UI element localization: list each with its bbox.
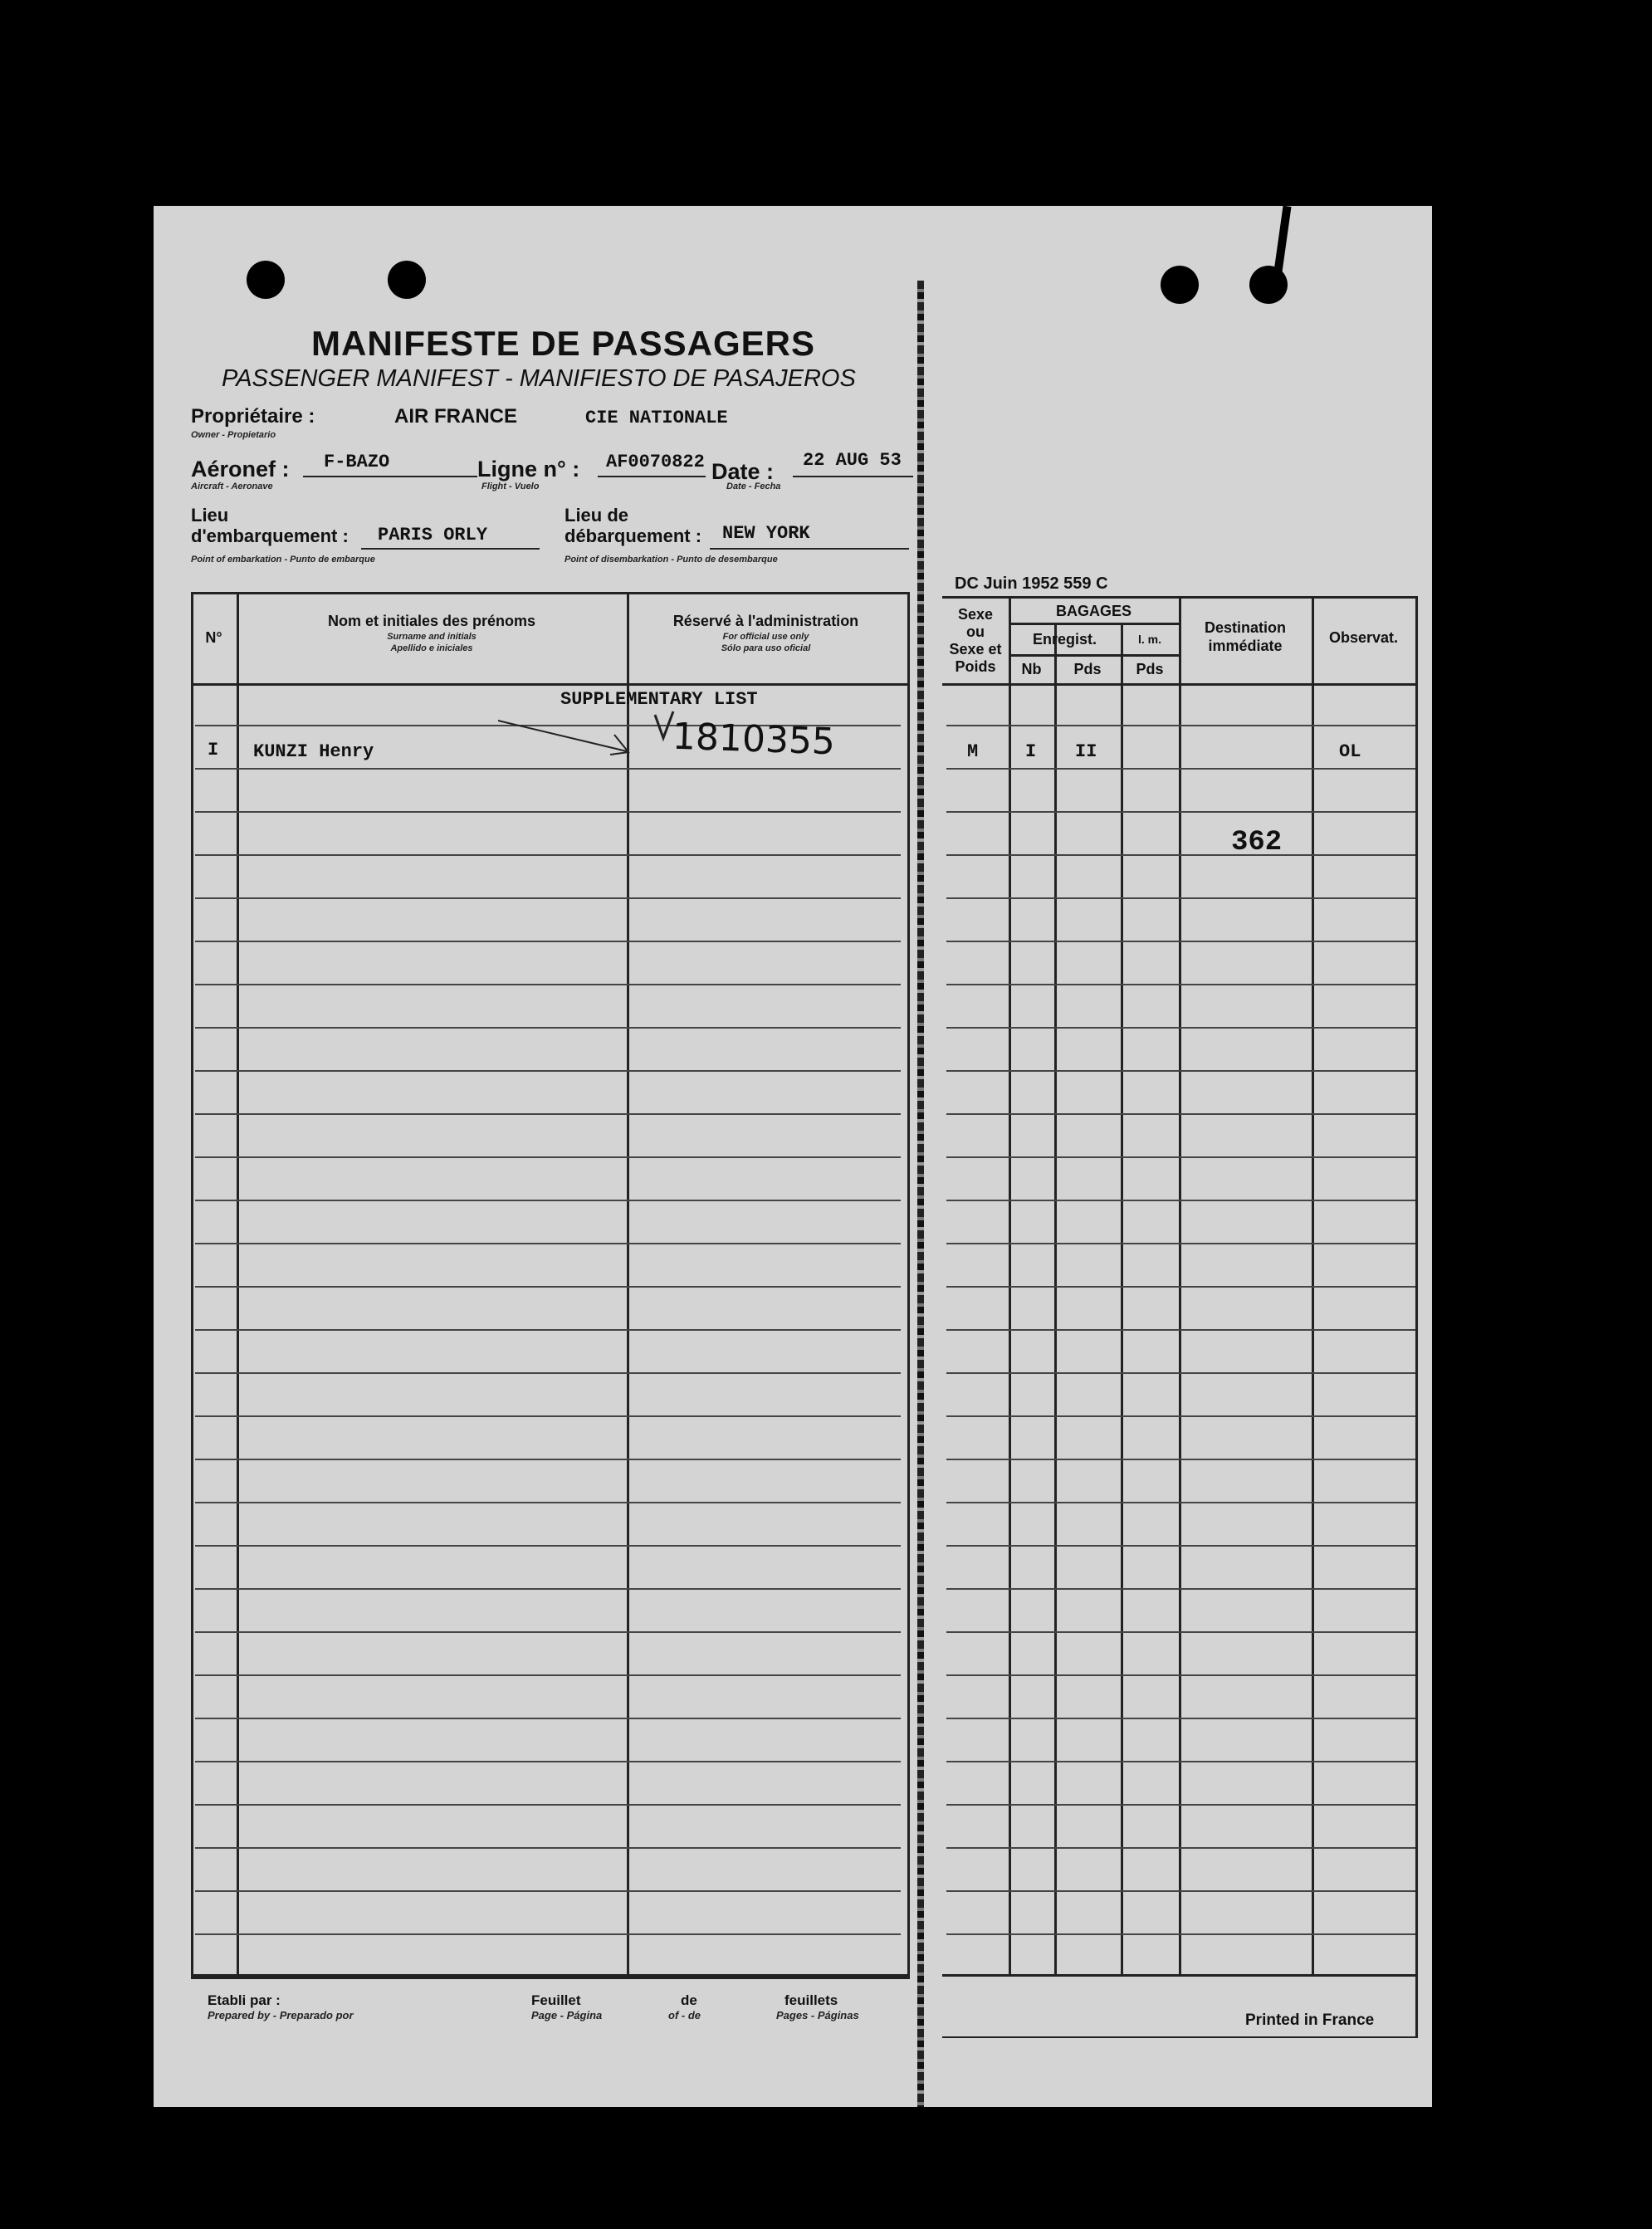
table-row-line <box>946 941 1415 942</box>
punch-hole <box>247 261 285 299</box>
table-row-line <box>946 1286 1415 1288</box>
table-row-line <box>946 1372 1415 1374</box>
passenger-sex: M <box>967 741 979 762</box>
aircraft-sublabel: Aircraft - Aeronave <box>191 481 273 491</box>
line-label: Ligne n° : <box>477 457 580 481</box>
col-header-obs: Observat. <box>1328 629 1399 646</box>
arrow-mark <box>494 716 635 758</box>
of-label: de <box>681 1992 697 2008</box>
table-row-line <box>195 811 901 813</box>
table-row-line <box>946 1329 1415 1331</box>
header-divider <box>942 683 1418 686</box>
table-row-line <box>195 1804 901 1806</box>
passenger-admin-number: 1810355 <box>672 715 836 764</box>
col-header-baggage: BAGAGES <box>1055 603 1131 619</box>
col-header-registered: Enregist. <box>1032 631 1097 648</box>
table-row-line <box>946 1718 1415 1719</box>
table-row-line <box>195 1027 901 1029</box>
punch-hole <box>1161 266 1199 304</box>
table-row-line <box>195 1286 901 1288</box>
disembark-label-1: Lieu de <box>565 505 629 525</box>
table-row-line <box>195 1372 901 1374</box>
embark-label-1: Lieu <box>191 505 229 525</box>
disembark-sublabel: Point of disembarkation - Punto de desembarque <box>565 555 778 565</box>
table-row-line <box>195 1847 901 1849</box>
sheet-label: Feuillet <box>531 1992 581 2008</box>
passenger-no: I <box>208 740 219 760</box>
table-row-line <box>195 897 901 899</box>
annotation-number: 362 <box>1231 827 1283 858</box>
manifest-sheet <box>154 206 1432 2107</box>
header-divider <box>191 683 907 686</box>
col-header-pds: Pds <box>1073 661 1102 677</box>
col-header-hand-pds: Pds <box>1136 661 1164 677</box>
table-row-line <box>946 1243 1415 1244</box>
passenger-observation: OL <box>1339 741 1361 762</box>
perforation-line <box>917 281 924 2107</box>
col-header-sex-1: Sexe <box>957 606 994 623</box>
table-row-line <box>195 1588 901 1590</box>
disembark-value: NEW YORK <box>722 523 810 544</box>
footer-right-edge <box>1415 1974 1418 2038</box>
table-row-line <box>946 897 1415 899</box>
col-header-sex-4: Poids <box>955 658 996 675</box>
header-divider <box>1009 623 1179 625</box>
line-sublabel: Flight - Vuelo <box>481 481 540 491</box>
right-table-bottom <box>942 1974 1418 1977</box>
col-header-hand: l. m. <box>1137 633 1161 646</box>
table-row-line <box>195 1459 901 1460</box>
form-code: DC Juin 1952 559 C <box>955 574 1108 593</box>
col-divider <box>1054 625 1057 1977</box>
owner-sublabel: Owner - Propietario <box>191 430 276 440</box>
table-row-line <box>946 1113 1415 1115</box>
check-mark <box>652 710 677 743</box>
table-row-line <box>946 1459 1415 1460</box>
table-row-line <box>946 984 1415 985</box>
table-row-line <box>195 1631 901 1633</box>
embark-sublabel: Point of embarkation - Punto de embarque <box>191 555 375 565</box>
table-row-line <box>195 1156 901 1158</box>
col-header-admin: Réservé à l'administration <box>672 613 859 629</box>
table-row-line <box>195 1761 901 1762</box>
col-header-dest-2: immédiate <box>1208 638 1283 654</box>
embark-underline <box>361 548 540 550</box>
table-row-line <box>946 1027 1415 1029</box>
page-subtitle: PASSENGER MANIFEST - MANIFIESTO DE PASAJEROS <box>222 365 856 392</box>
date-label: Date : <box>711 459 775 484</box>
col-header-sex-2: ou <box>966 623 985 640</box>
footer-bottom-right <box>942 2036 1418 2038</box>
table-row-line <box>946 1588 1415 1590</box>
table-row-line <box>195 1200 901 1201</box>
table-row-line <box>946 1502 1415 1503</box>
prepared-by-label: Etabli par : <box>208 1992 281 2008</box>
page-title: MANIFESTE DE PASSAGERS <box>311 324 815 363</box>
table-row-line <box>195 1933 901 1935</box>
date-sublabel: Date - Fecha <box>726 481 781 491</box>
passenger-baggage-pds: II <box>1075 741 1097 762</box>
table-row-line <box>946 811 1415 813</box>
table-row-line <box>946 1415 1415 1417</box>
table-row-line <box>946 1761 1415 1762</box>
table-row-line <box>195 1329 901 1331</box>
table-row-line <box>946 854 1415 856</box>
table-row-line <box>946 1847 1415 1849</box>
sheet-sublabel: Page - Página <box>531 2009 603 2021</box>
table-row-line <box>195 1718 901 1719</box>
table-row-line <box>195 984 901 985</box>
table-row-line <box>195 1243 901 1244</box>
col-header-admin-es: Sólo para uso oficial <box>721 643 811 653</box>
line-underline <box>598 476 706 477</box>
aircraft-underline <box>303 476 477 477</box>
table-row-line <box>946 725 1415 726</box>
table-row-line <box>946 1933 1415 1935</box>
aircraft-label: Aéronef : <box>191 457 290 481</box>
col-header-admin-en: For official use only <box>722 632 809 642</box>
col-header-nb: Nb <box>1021 661 1042 677</box>
table-row-line <box>195 854 901 856</box>
table-row-line <box>946 1156 1415 1158</box>
supplementary-list-label: SUPPLEMENTARY LIST <box>560 689 758 710</box>
aircraft-value: F-BAZO <box>324 452 390 472</box>
table-row-line <box>946 1890 1415 1892</box>
embark-value: PARIS ORLY <box>378 525 488 545</box>
owner-label: Propriétaire : <box>191 405 315 428</box>
ink-mark <box>1273 206 1291 273</box>
col-header-name-es: Apellido e iniciales <box>390 643 473 653</box>
table-row-line <box>195 1070 901 1072</box>
table-row-line <box>195 941 901 942</box>
table-row-line <box>946 1545 1415 1547</box>
prepared-by-sublabel: Prepared by - Preparado por <box>208 2009 354 2021</box>
col-header-name-en: Surname and initials <box>387 632 477 642</box>
embark-label-2: d'embarquement : <box>191 525 349 546</box>
passenger-name: KUNZI Henry <box>253 741 374 762</box>
col-header-dest-1: Destination <box>1204 619 1286 636</box>
col-header-no: N° <box>205 629 222 646</box>
table-row-line <box>195 1890 901 1892</box>
punch-hole <box>388 261 426 299</box>
col-divider <box>627 592 629 1977</box>
col-divider <box>237 592 239 1977</box>
sheets-sublabel: Pages - Páginas <box>776 2009 859 2021</box>
table-row-line <box>946 1804 1415 1806</box>
owner-value-2: CIE NATIONALE <box>585 408 728 428</box>
disembark-label-2: débarquement : <box>565 525 702 546</box>
col-divider <box>1121 625 1123 1977</box>
table-row-line <box>195 1113 901 1115</box>
date-value: 22 AUG 53 <box>803 450 902 471</box>
disembark-underline <box>710 548 909 550</box>
table-row-line <box>195 1545 901 1547</box>
table-row-line <box>946 768 1415 770</box>
of-sublabel: of - de <box>668 2009 701 2021</box>
sheets-label: feuillets <box>784 1992 838 2008</box>
date-underline <box>793 476 913 477</box>
owner-value: AIR FRANCE <box>394 405 517 428</box>
table-row-line <box>946 1070 1415 1072</box>
table-row-line <box>946 1631 1415 1633</box>
table-row-line <box>195 1502 901 1503</box>
table-row-line <box>946 1200 1415 1201</box>
table-row-line <box>195 1415 901 1417</box>
printed-in-france: Printed in France <box>1245 2011 1375 2029</box>
header-divider <box>1009 654 1179 657</box>
line-value: AF0070822 <box>606 452 705 472</box>
table-row-line <box>195 1674 901 1676</box>
passenger-baggage-nb: I <box>1025 741 1037 762</box>
col-header-name: Nom et initiales des prénoms <box>327 613 536 629</box>
col-header-sex-3: Sexe et <box>949 641 1002 657</box>
table-row-line <box>195 768 901 770</box>
left-table-bottom <box>191 1974 907 1977</box>
table-row-line <box>946 1674 1415 1676</box>
